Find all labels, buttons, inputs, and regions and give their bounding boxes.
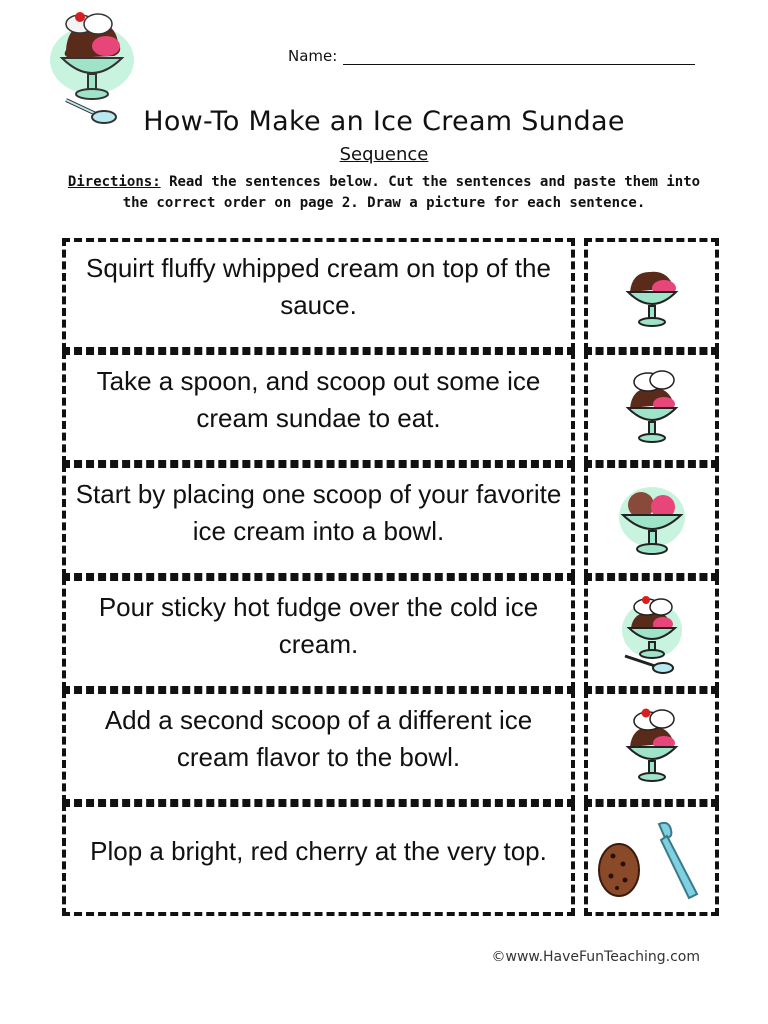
sentence-box-3[interactable] [62,464,575,577]
sentence-text: Plop a bright, red cherry at the very top. [90,836,547,866]
sentence-box-5[interactable] [62,690,575,803]
picture-box-1[interactable] [584,238,719,351]
name-field[interactable] [288,47,695,65]
sentence-box-6[interactable] [62,803,575,916]
sundae-with-whipped-cream-icon [622,258,682,332]
worksheet-title: How-To Make an Ice Cream Sundae [143,106,625,137]
cookie-and-scoop-icon [597,818,707,902]
name-label: Name: [288,47,338,65]
sentence-box-4[interactable] [62,577,575,690]
sentence-box-1[interactable] [62,238,575,351]
sentence-box-2[interactable] [62,351,575,464]
copyright-footer: ©www.HaveFunTeaching.com [491,949,700,965]
name-line[interactable] [343,50,695,65]
picture-box-3[interactable] [584,464,719,577]
sundae-with-whipped-cream-icon [622,705,682,789]
picture-box-2[interactable] [584,351,719,464]
sentence-text: Take a spoon, and scoop out some ice cream sundae to eat. [96,365,541,433]
two-scoop-sundae-icon [617,479,687,563]
sundae-with-cherry-and-spoon-icon [617,594,687,674]
picture-box-4[interactable] [584,577,719,690]
sentence-text: Add a second scoop of a different ice cream flavor to the bowl. [104,704,533,772]
directions-text: Read the sentences below. Cut the sentences and paste them into the correct order on page 2. Draw a picture for each sentence. [122,174,701,211]
sentence-text: Pour sticky hot fudge over the cold ice cream. [98,591,539,659]
sentence-text: Squirt fluffy whipped cream on top of the sauce. [86,252,551,320]
picture-box-5[interactable] [584,690,719,803]
sundae-with-whipped-cream-icon [622,368,682,448]
picture-box-6[interactable] [584,803,719,916]
directions [60,172,708,214]
sentence-text: Start by placing one scoop of your favorite ice cream into a bowl. [75,478,562,546]
directions-label: Directions: [67,174,161,190]
worksheet-subtitle: Sequence [339,144,429,165]
